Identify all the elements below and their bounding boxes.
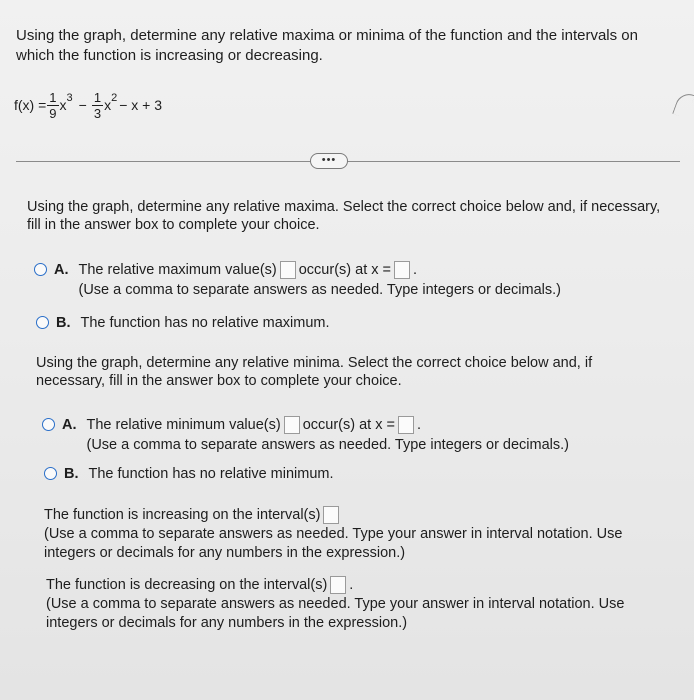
- choice-letter: A.: [62, 417, 77, 433]
- term-exponent: 2: [111, 92, 118, 104]
- cursor-mark: [672, 90, 694, 119]
- decreasing-label: The function is decreasing on the interval(s): [46, 577, 328, 593]
- minima-value-input[interactable]: [284, 416, 300, 434]
- choice-note: (Use a comma to separate answers as needed. Type integers or decimals.): [86, 437, 569, 453]
- fraction-one-third: [92, 90, 103, 121]
- increasing-label: The function is increasing on the interval(s): [44, 507, 321, 523]
- minima-choice-b[interactable]: [44, 464, 644, 484]
- decreasing-block: [46, 576, 646, 633]
- decreasing-after: .: [349, 577, 354, 593]
- term-variable: x: [59, 97, 67, 113]
- minus-operator: −: [78, 97, 87, 113]
- choice-a-body: [87, 415, 570, 455]
- choice-text: occur(s) at x =: [298, 262, 391, 278]
- choice-text: .: [413, 262, 418, 278]
- choice-letter: A.: [54, 262, 69, 278]
- function-formula: [14, 84, 162, 126]
- question-text: Using the graph, determine any relative maxima or minima of the function and the intervals on which the function is increasing or decreasing.: [16, 27, 638, 64]
- fraction-numerator: 1: [49, 89, 57, 105]
- increasing-block: [44, 506, 644, 563]
- minima-x-input[interactable]: [398, 416, 414, 434]
- fraction-one-ninth: [47, 90, 58, 121]
- choice-letter: B.: [56, 315, 71, 331]
- increasing-note: (Use a comma to separate answers as needed. Type your answer in interval notation. Use integers or decimals for any numbers in the expression.): [44, 526, 623, 561]
- choice-note: (Use a comma to separate answers as needed. Type integers or decimals.): [78, 282, 561, 298]
- formula-tail: − x + 3: [119, 97, 162, 113]
- term-variable: x: [104, 97, 112, 113]
- section-divider: [16, 161, 680, 162]
- minima-radio-a[interactable]: [42, 418, 55, 431]
- minima-radio-b[interactable]: [44, 467, 57, 480]
- choice-a-body: [79, 260, 562, 300]
- minima-prompt: Using the graph, determine any relative minima. Select the correct choice below and, if necessary, fill in the answer box to complete your choice.: [36, 355, 593, 389]
- decreasing-interval-input[interactable]: [330, 576, 346, 594]
- increasing-interval-input[interactable]: [323, 506, 339, 524]
- formula-lhs: f(x) =: [14, 97, 47, 113]
- choice-text: The function has no relative minimum.: [88, 466, 334, 482]
- decreasing-note: (Use a comma to separate answers as needed. Type your answer in interval notation. Use integers or decimals for any numbers in the expression.): [46, 596, 625, 631]
- maxima-prompt: Using the graph, determine any relative maxima. Select the correct choice below and, if necessary, fill in the answer box to complete your choice.: [27, 199, 661, 233]
- fraction-numerator: 1: [93, 89, 102, 105]
- choice-letter: B.: [64, 466, 79, 482]
- maxima-radio-b[interactable]: [36, 316, 49, 329]
- fraction-denominator: 3: [93, 105, 102, 121]
- maxima-choice-b[interactable]: [36, 313, 636, 333]
- minima-choice-a[interactable]: [42, 415, 662, 455]
- term-exponent: 3: [66, 92, 73, 104]
- maxima-choice-a[interactable]: [34, 260, 664, 300]
- choice-text: The relative maximum value(s): [78, 262, 277, 278]
- fraction-denominator: 9: [49, 105, 57, 121]
- more-button[interactable]: •••: [310, 153, 348, 169]
- choice-text: occur(s) at x =: [302, 417, 395, 433]
- maxima-radio-a[interactable]: [34, 263, 47, 276]
- choice-text: The function has no relative maximum.: [80, 315, 330, 331]
- maxima-value-input[interactable]: [280, 261, 296, 279]
- choice-text: .: [416, 417, 421, 433]
- choice-text: The relative minimum value(s): [86, 417, 281, 433]
- maxima-x-input[interactable]: [394, 261, 410, 279]
